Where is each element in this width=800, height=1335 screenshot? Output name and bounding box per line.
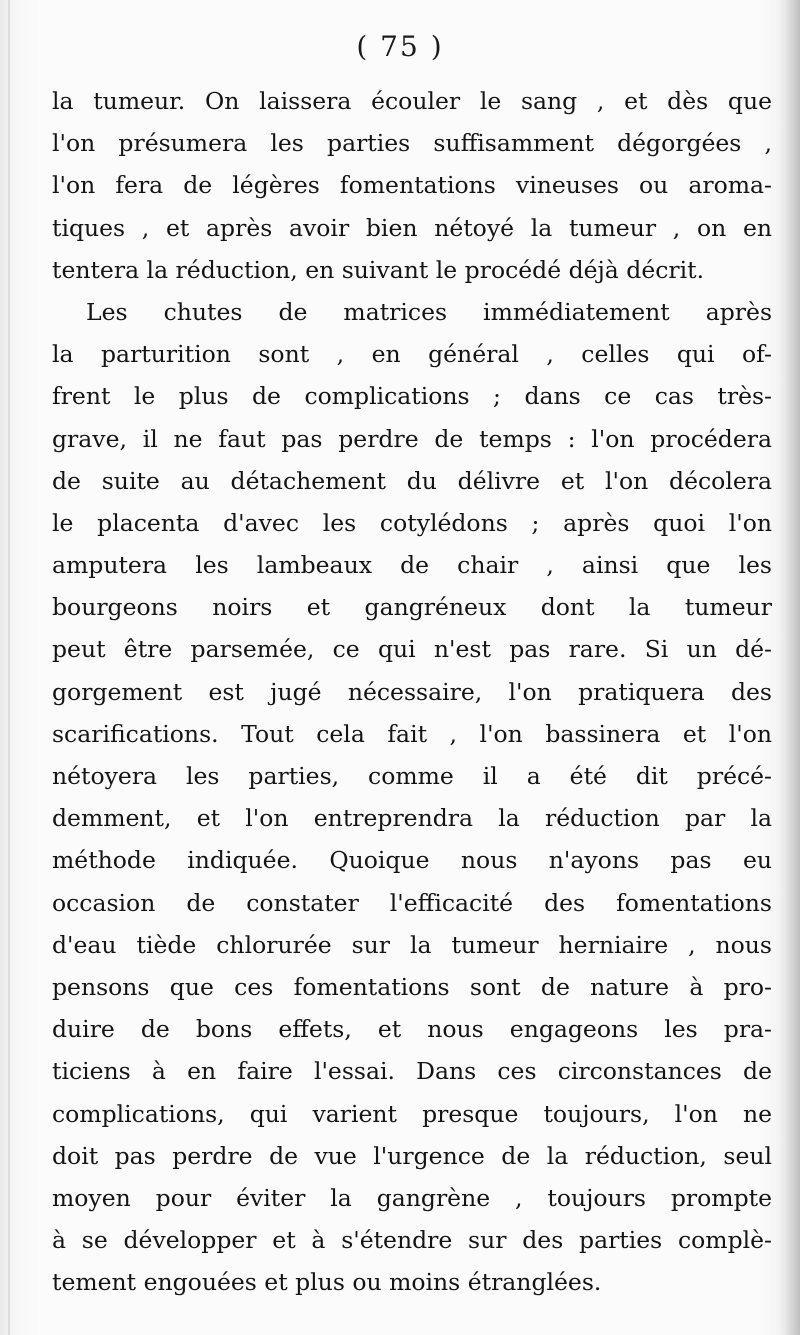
text-line: demment, et l'on entreprendra la réduction par la	[52, 804, 772, 833]
text-line: tement engouées et plus ou moins étranglées.	[52, 1268, 602, 1297]
text-line: la parturition sont , en général , celles qui of-	[52, 340, 772, 369]
text-line: tentera la réduction, en suivant le procédé déjà décrit.	[52, 255, 705, 284]
text-line: amputera les lambeaux de chair , ainsi que les	[52, 551, 772, 580]
text-line: tiques , et après avoir bien nétoyé la tumeur , on en	[52, 213, 772, 242]
text-line: occasion de constater l'efficacité des fomentations	[52, 888, 772, 917]
text-line: pensons que ces fomentations sont de nature à pro-	[52, 972, 772, 1001]
text-line: à se développer et à s'étendre sur des parties complè-	[52, 1226, 772, 1255]
page-left-edge	[8, 0, 10, 1335]
text-line: moyen pour éviter la gangrène , toujours prompte	[52, 1183, 772, 1212]
text-line: peut être parsemée, ce qui n'est pas rare. Si un dé-	[52, 635, 772, 664]
text-line: duire de bons effets, et nous engageons les pra-	[52, 1015, 772, 1044]
page-number: ( 75 )	[356, 30, 444, 63]
text-line-paragraph-start: Les chutes de matrices immédiatement après	[86, 297, 772, 326]
text-line: gorgement est jugé nécessaire, l'on pratiquera des	[52, 677, 772, 706]
text-line: grave, il ne faut pas perdre de temps : l'on procédera	[52, 424, 772, 453]
text-line: l'on présumera les parties suffisamment dégorgées ,	[52, 129, 772, 158]
text-line: scarifications. Tout cela fait , l'on bassinera et l'on	[52, 719, 772, 748]
text-line: frent le plus de complications ; dans ce cas très-	[52, 382, 772, 411]
text-line: doit pas perdre de vue l'urgence de la réduction, seul	[52, 1141, 772, 1170]
text-line: d'eau tiède chlorurée sur la tumeur herniaire , nous	[52, 930, 772, 959]
text-line: le placenta d'avec les cotylédons ; après quoi l'on	[52, 508, 772, 537]
page-right-shadow	[778, 0, 800, 1335]
text-line: l'on fera de légères fomentations vineuses ou aroma-	[52, 171, 772, 200]
text-line: bourgeons noirs et gangréneux dont la tumeur	[52, 593, 772, 622]
text-line: complications, qui varient presque toujours, l'on ne	[52, 1099, 772, 1128]
text-line: la tumeur. On laissera écouler le sang , et dès que	[52, 87, 772, 115]
text-line: de suite au détachement du délivre et l'on décolera	[52, 466, 772, 495]
text-line: ticiens à en faire l'essai. Dans ces circonstances de	[52, 1057, 772, 1086]
text-line: méthode indiquée. Quoique nous n'ayons pas eu	[52, 846, 772, 875]
text-line: nétoyera les parties, comme il a été dit précé-	[52, 762, 772, 790]
body-text	[52, 80, 772, 1303]
